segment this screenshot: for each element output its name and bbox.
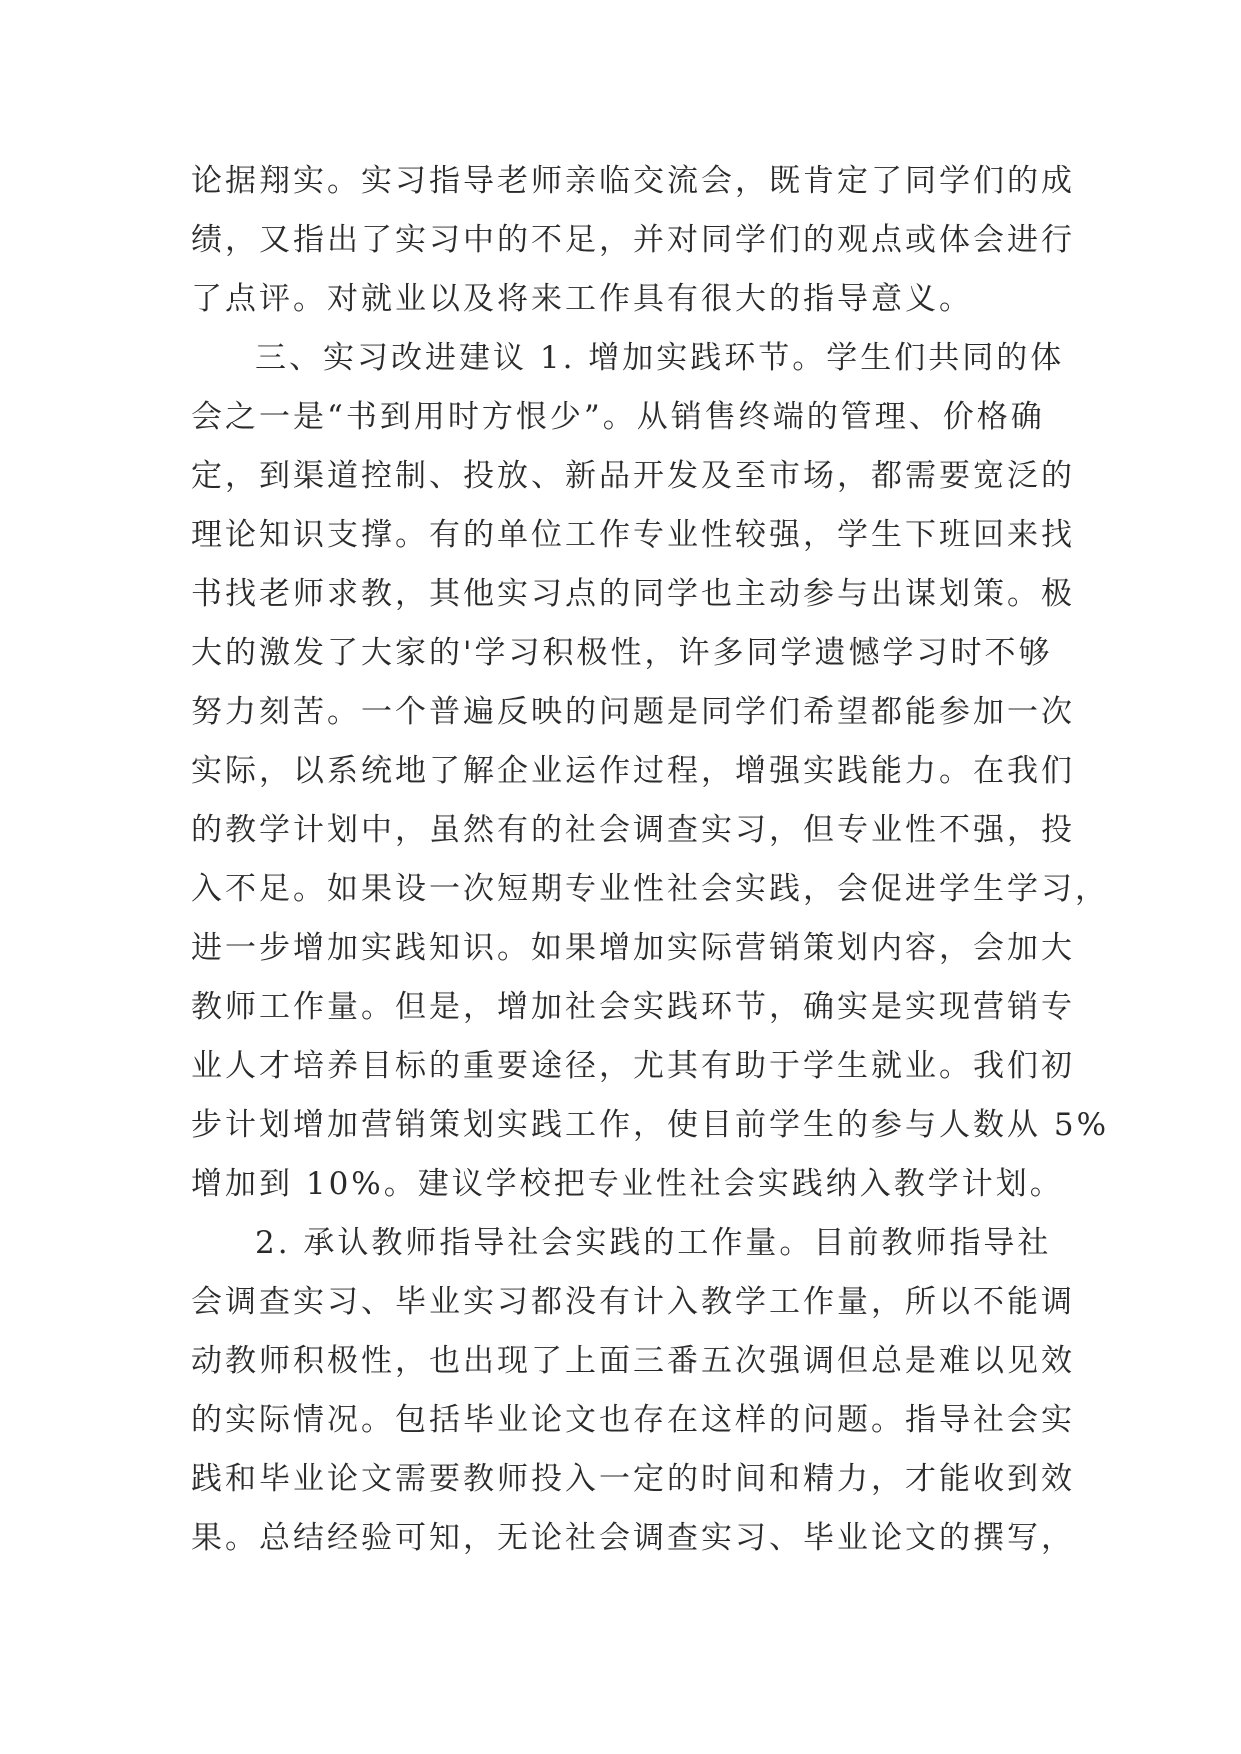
text-line: 三、实习改进建议 1. 增加实践环节。学生们共同的体 (255, 340, 1065, 376)
text-line: 增加到 10%。建议学校把专业性社会实践纳入教学计划。 (191, 1166, 1064, 1202)
text-line: 实际，以系统地了解企业运作过程，增强实践能力。在我们 (191, 753, 1075, 789)
text-line: 努力刻苦。一个普遍反映的问题是同学们希望都能参加一次 (191, 694, 1075, 730)
text-line: 了点评。对就业以及将来工作具有很大的指导意义。 (191, 281, 973, 317)
text-line: 定，到渠道控制、投放、新品开发及至市场，都需要宽泛的 (191, 458, 1075, 494)
text-line: 动教师积极性，也出现了上面三番五次强调但总是难以见效 (191, 1343, 1075, 1379)
text-line: 的实际情况。包括毕业论文也存在这样的问题。指导社会实 (191, 1402, 1075, 1438)
text-line: 的教学计划中，虽然有的社会调查实习，但专业性不强，投 (191, 812, 1075, 848)
text-line: 践和毕业论文需要教师投入一定的时间和精力，才能收到效 (191, 1461, 1075, 1497)
text-line: 理论知识支撑。有的单位工作专业性较强，学生下班回来找 (191, 517, 1075, 553)
text-line: 会之一是“书到用时方恨少”。从销售终端的管理、价格确 (191, 399, 1045, 435)
text-line: 步计划增加营销策划实践工作，使目前学生的参与人数从 5% (191, 1107, 1110, 1143)
text-line: 论据翔实。实习指导老师亲临交流会，既肯定了同学们的成 (191, 163, 1075, 199)
text-line: 入不足。如果设一次短期专业性社会实践，会促进学生学习， (191, 871, 1109, 907)
text-line: 果。总结经验可知，无论社会调查实习、毕业论文的撰写， (191, 1520, 1075, 1556)
text-line: 教师工作量。但是，增加社会实践环节，确实是实现营销专 (191, 989, 1075, 1025)
text-line: 大的激发了大家的'学习积极性，许多同学遗憾学习时不够 (191, 635, 1053, 671)
document-body (191, 152, 1110, 1568)
paragraph-3 (191, 1214, 1075, 1568)
text-line: 2. 承认教师指导社会实践的工作量。目前教师指导社 (255, 1225, 1052, 1261)
text-line: 业人才培养目标的重要途径，尤其有助于学生就业。我们初 (191, 1048, 1075, 1084)
text-line: 进一步增加实践知识。如果增加实际营销策划内容，会加大 (191, 930, 1075, 966)
text-line: 绩，又指出了实习中的不足，并对同学们的观点或体会进行 (191, 222, 1075, 258)
text-line: 会调查实习、毕业实习都没有计入教学工作量，所以不能调 (191, 1284, 1075, 1320)
paragraph-1 (191, 152, 1075, 329)
text-line: 书找老师求教，其他实习点的同学也主动参与出谋划策。极 (191, 576, 1075, 612)
paragraph-2 (191, 329, 1110, 1214)
